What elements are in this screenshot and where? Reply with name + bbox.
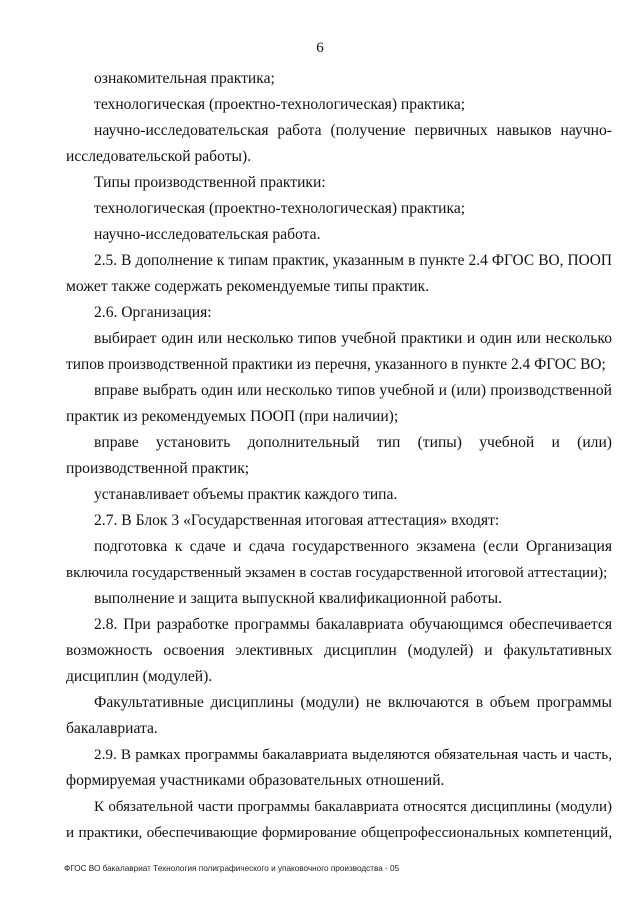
text-line: 2.9. В рамках программы бакалавриата выделяются обязательная часть и часть, bbox=[94, 746, 612, 763]
text-line: К обязательной части программы бакалавриата относятся дисциплины (модули) bbox=[94, 799, 612, 815]
text-line: исследовательской работы). bbox=[66, 148, 252, 165]
text-line: вправе выбрать один или несколько типов учебной и (или) производственной bbox=[94, 382, 612, 399]
text-line: 2.8. При разработке программы бакалавриата обучающимся обеспечивается bbox=[94, 616, 612, 633]
text-line: возможность освоения элективных дисциплин (модулей) и факультативных bbox=[66, 642, 612, 659]
text-line: формируемая участниками образовательных отношений. bbox=[66, 772, 445, 789]
text-line: технологическая (проектно-технологическая) практика; bbox=[94, 200, 466, 217]
text-line: 2.5. В дополнение к типам практик, указанным в пункте 2.4 ФГОС ВО, ПООП bbox=[94, 252, 612, 269]
text-line: бакалавриата. bbox=[66, 720, 158, 737]
text-line: устанавливает объемы практик каждого типа. bbox=[94, 486, 398, 503]
text-line: подготовка к сдаче и сдача государственного экзамена (если Организация bbox=[94, 538, 612, 555]
text-line: выполнение и защита выпускной квалификационной работы. bbox=[94, 590, 502, 607]
page-number: 6 bbox=[316, 40, 324, 56]
text-line: дисциплин (модулей). bbox=[66, 668, 213, 685]
text-line: может также содержать рекомендуемые типы практик. bbox=[66, 278, 430, 295]
page-footer: ФГОС ВО бакалавриат Технология полиграфического и упаковочного производства - 05 bbox=[64, 864, 400, 873]
text-line: технологическая (проектно-технологическая) практика; bbox=[94, 96, 466, 113]
text-line: практик из рекомендуемых ПООП (при наличии); bbox=[66, 408, 399, 425]
text-line: Факультативные дисциплины (модули) не включаются в объем программы bbox=[94, 694, 612, 711]
text-line: ознакомительная практика; bbox=[94, 70, 275, 87]
text-line: Типы производственной практики: bbox=[94, 174, 326, 191]
text-line: вправе установить дополнительный тип (типы) учебной и (или) bbox=[94, 434, 612, 451]
text-line: 2.7. В Блок 3 «Государственная итоговая аттестация» входят: bbox=[94, 512, 500, 529]
text-line: выбирает один или несколько типов учебной практики и один или несколько bbox=[94, 330, 612, 347]
text-line: 2.6. Организация: bbox=[94, 304, 212, 321]
text-line: производственной практик; bbox=[66, 460, 250, 477]
text-line: типов производственной практики из перечня, указанного в пункте 2.4 ФГОС ВО; bbox=[66, 356, 606, 373]
text-line: включила государственный экзамен в состав государственной итоговой аттестации); bbox=[66, 565, 608, 581]
text-line: и практики, обеспечивающие формирование общепрофессиональных компетенций, bbox=[66, 824, 612, 841]
text-line: научно-исследовательская работа (получение первичных навыков научно- bbox=[94, 122, 612, 139]
text-line: научно-исследовательская работа. bbox=[94, 226, 321, 243]
